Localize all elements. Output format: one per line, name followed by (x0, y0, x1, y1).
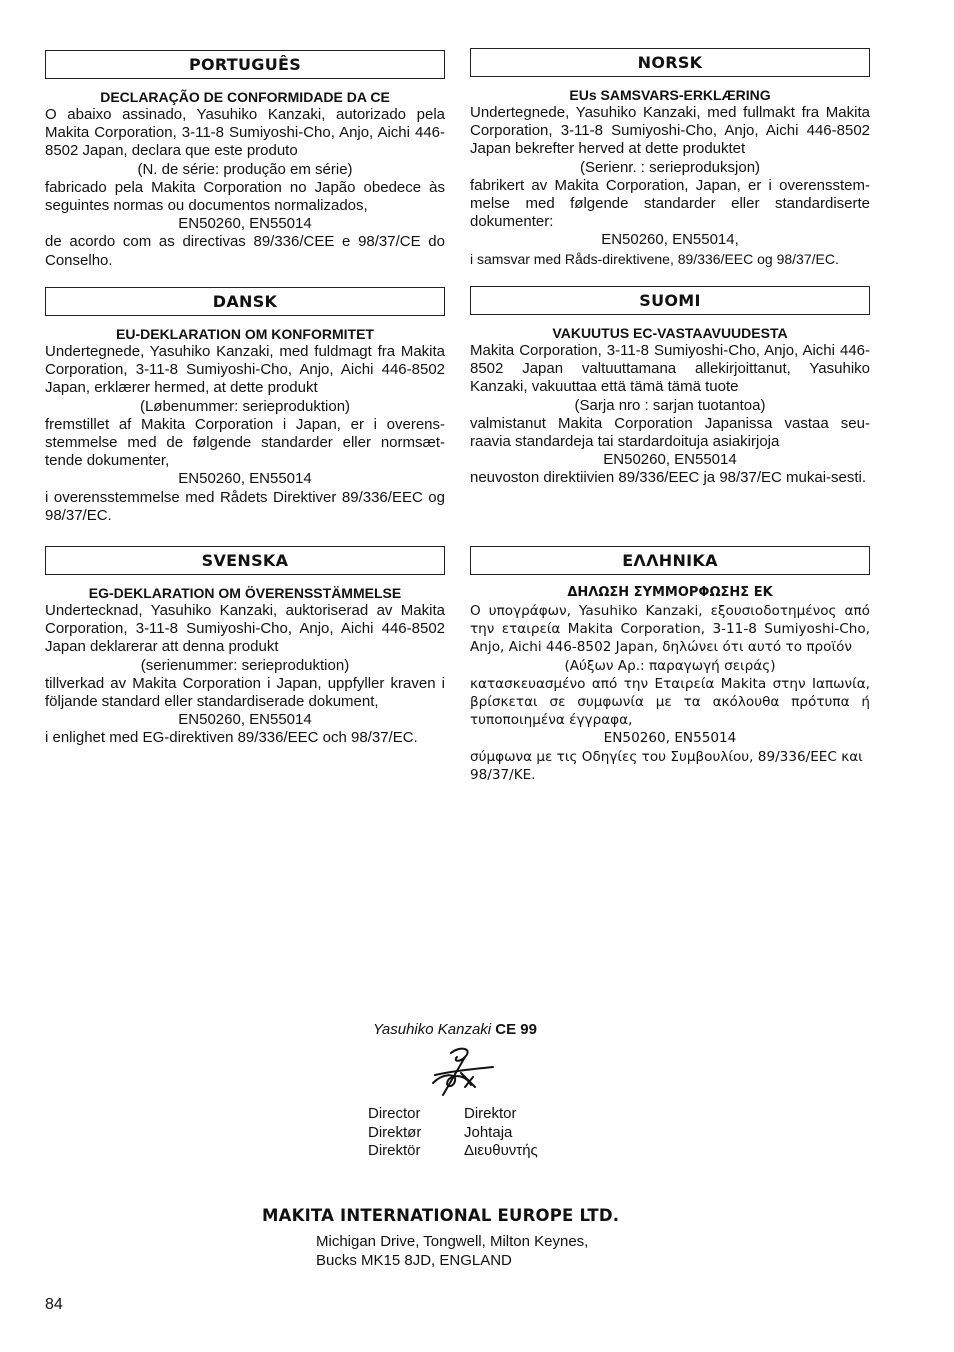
declaration-body: fabricado pela Makita Corporation no Japão obedece às seguintes normas ou documentos normalizados, (45, 178, 445, 215)
page-number: 84 (45, 1296, 63, 1313)
title-director: Director (368, 1105, 421, 1122)
declaration-body: fabrikert av Makita Corporation, Japan, er i overensstem-melse med følgende standarder eller standardiserte dokumenter: (470, 176, 870, 231)
declaration-intro: Undertegnede, Yasuhiko Kanzaki, med fuldmagt fra Makita Corporation, 3-11-8 Sumiyoshi-Cho, Anjo, Aichi 446-8502 Japan, erklærer hermed, at dette produkt (45, 343, 445, 397)
signature-code: CE 99 (495, 1021, 537, 1038)
declaration-intro: Undertegnede, Yasuhiko Kanzaki, med fullmakt fra Makita Corporation, 3-11-8 Sumiyoshi-Cho, Anjo, Aichi 446-8502 Japan bekrefter herved at dette produktet (470, 104, 870, 158)
declaration-body: tillverkad av Makita Corporation i Japan, uppfyller kraven i följande standard eller standardiserade dokument, (45, 674, 445, 711)
directives: i samsvar med Råds-direktivene, 89/336/EEC og 98/37/EC. (470, 250, 839, 267)
address-line-2: Bucks MK15 8JD, ENGLAND (316, 1251, 512, 1269)
declaration-body: fremstillet af Makita Corporation i Japan, er i overens-stemmelse med de følgende standarder eller normsæt-tende dokumenter, (45, 415, 445, 470)
section-ellinika (470, 546, 870, 784)
declaration-title: VAKUUTUS EC-VASTAAVUUDESTA (552, 325, 788, 341)
title-dieuthyntis: Διευθυντής (464, 1142, 538, 1159)
section-heading: NORSK (470, 48, 870, 77)
standards: EN50260, EN55014 (603, 730, 737, 747)
declaration-title: EU-DEKLARATION OM KONFORMITET (116, 326, 374, 342)
serial-note: (Αύξων Αρ.: παραγωγή σειράς) (564, 657, 776, 674)
section-suomi (470, 286, 870, 488)
title-direktor-no: Direktør (368, 1123, 422, 1141)
standards: EN50260, EN55014 (178, 470, 312, 488)
declaration-intro: Undertecknad, Yasuhiko Kanzaki, auktoriserad av Makita Corporation, 3-11-8 Sumiyoshi-Cho, Anjo, Aichi 446-8502 Japan deklarerar att denna produkt (45, 602, 445, 656)
declaration-body: valmistanut Makita Corporation Japanissa vastaa seu-raavia standardeja tai stardardoituja asiakirjoja (470, 414, 870, 451)
declaration-title: EUs SAMSVARS-ERKLÆRING (569, 87, 771, 103)
directives: neuvoston direktiivien 89/336/EEC ja 98/37/EC mukai-sesti. (470, 469, 867, 487)
title-direktor: Direktor (464, 1105, 517, 1122)
serial-note: (serienummer: serieproduktion) (140, 656, 350, 674)
company-name: MAKITA INTERNATIONAL EUROPE LTD. (262, 1206, 620, 1225)
signatory-line (373, 1021, 628, 1039)
section-heading: ΕΛΛΗΝΙΚΑ (470, 546, 870, 575)
section-portugues (45, 50, 445, 270)
section-heading: PORTUGUÊS (45, 50, 445, 79)
section-norsk (470, 48, 870, 268)
section-svenska (45, 546, 445, 748)
title-johtaja: Johtaja (464, 1123, 513, 1141)
signature-block (368, 1021, 628, 1161)
signatory-titles (368, 1105, 628, 1161)
directives: de acordo com as directivas 89/336/CEE e 98/37/CE do Conselho. (45, 233, 445, 269)
standards: EN50260, EN55014 (178, 711, 312, 729)
serial-note: (Løbenummer: serieproduktion) (139, 397, 351, 415)
declaration-title: ΔΗΛΩΣΗ ΣΥΜΜΟΡΦΩΣΗΣ ΕΚ (567, 585, 773, 600)
declaration-title: DECLARAÇÃO DE CONFORMIDADE DA CE (100, 89, 390, 105)
section-heading: SVENSKA (45, 546, 445, 575)
address-line-1: Michigan Drive, Tongwell, Milton Keynes, (316, 1233, 589, 1250)
directives: i enlighet med EG-direktiven 89/336/EEC och 98/37/EC. (45, 729, 418, 747)
declaration-intro: Makita Corporation, 3-11-8 Sumiyoshi-Cho, Anjo, Aichi 446-8502 Japan valtuuttamana allekirjoittanut, Yasuhiko Kanzaki, vakuuttaa että tämä tämä tuote (470, 342, 870, 396)
signatory-name: Yasuhiko Kanzaki (373, 1021, 492, 1038)
declaration-intro: O abaixo assinado, Yasuhiko Kanzaki, autorizado pela Makita Corporation, 3-11-8 Sumiyoshi-Cho, Anjo, Aichi 446-8502 Japan, declara que este produto (45, 106, 445, 160)
standards: EN50260, EN55014, (601, 231, 739, 249)
declaration-intro: Ο υπογράφων, Yasuhiko Kanzaki, εξουσιοδοτημένος από την εταιρεία Makita Corporation, 3-11-8 Sumiyoshi-Cho, Anjo, Aichi 446-8502 Japan, δηλώνει ότι αυτό το προϊόν (470, 603, 870, 656)
declaration-body: κατασκευασμένο από την Εταιρεία Makita στην Ιαπωνία, βρίσκεται σε συμφωνία με τα ακόλουθα πρότυπα ή τυποποιημένα έγγραφα, (470, 675, 870, 729)
directives: σύμφωνα με τις Οδηγίες του Συμβουλίου, 89/336/EEC και 98/37/ΚΕ. (470, 748, 863, 783)
standards: EN50260, EN55014 (178, 215, 312, 233)
company-address (316, 1233, 588, 1270)
section-dansk (45, 287, 445, 525)
section-heading: DANSK (45, 287, 445, 316)
serial-note: (Sarja nro : sarjan tuotantoa) (574, 396, 766, 414)
serial-note: (N. de série: produção em série) (137, 160, 353, 178)
section-heading: SUOMI (470, 286, 870, 315)
standards: EN50260, EN55014 (603, 451, 737, 469)
serial-note: (Serienr. : serieproduksjon) (579, 158, 761, 176)
handwritten-signature (413, 1043, 553, 1103)
directives: i overensstemmelse med Rådets Direktiver 89/336/EEC og 98/37/EC. (45, 488, 445, 524)
declaration-title: EG-DEKLARATION OM ÖVERENSSTÄMMELSE (88, 585, 402, 601)
title-direktor-sv: Direktör (368, 1142, 421, 1159)
